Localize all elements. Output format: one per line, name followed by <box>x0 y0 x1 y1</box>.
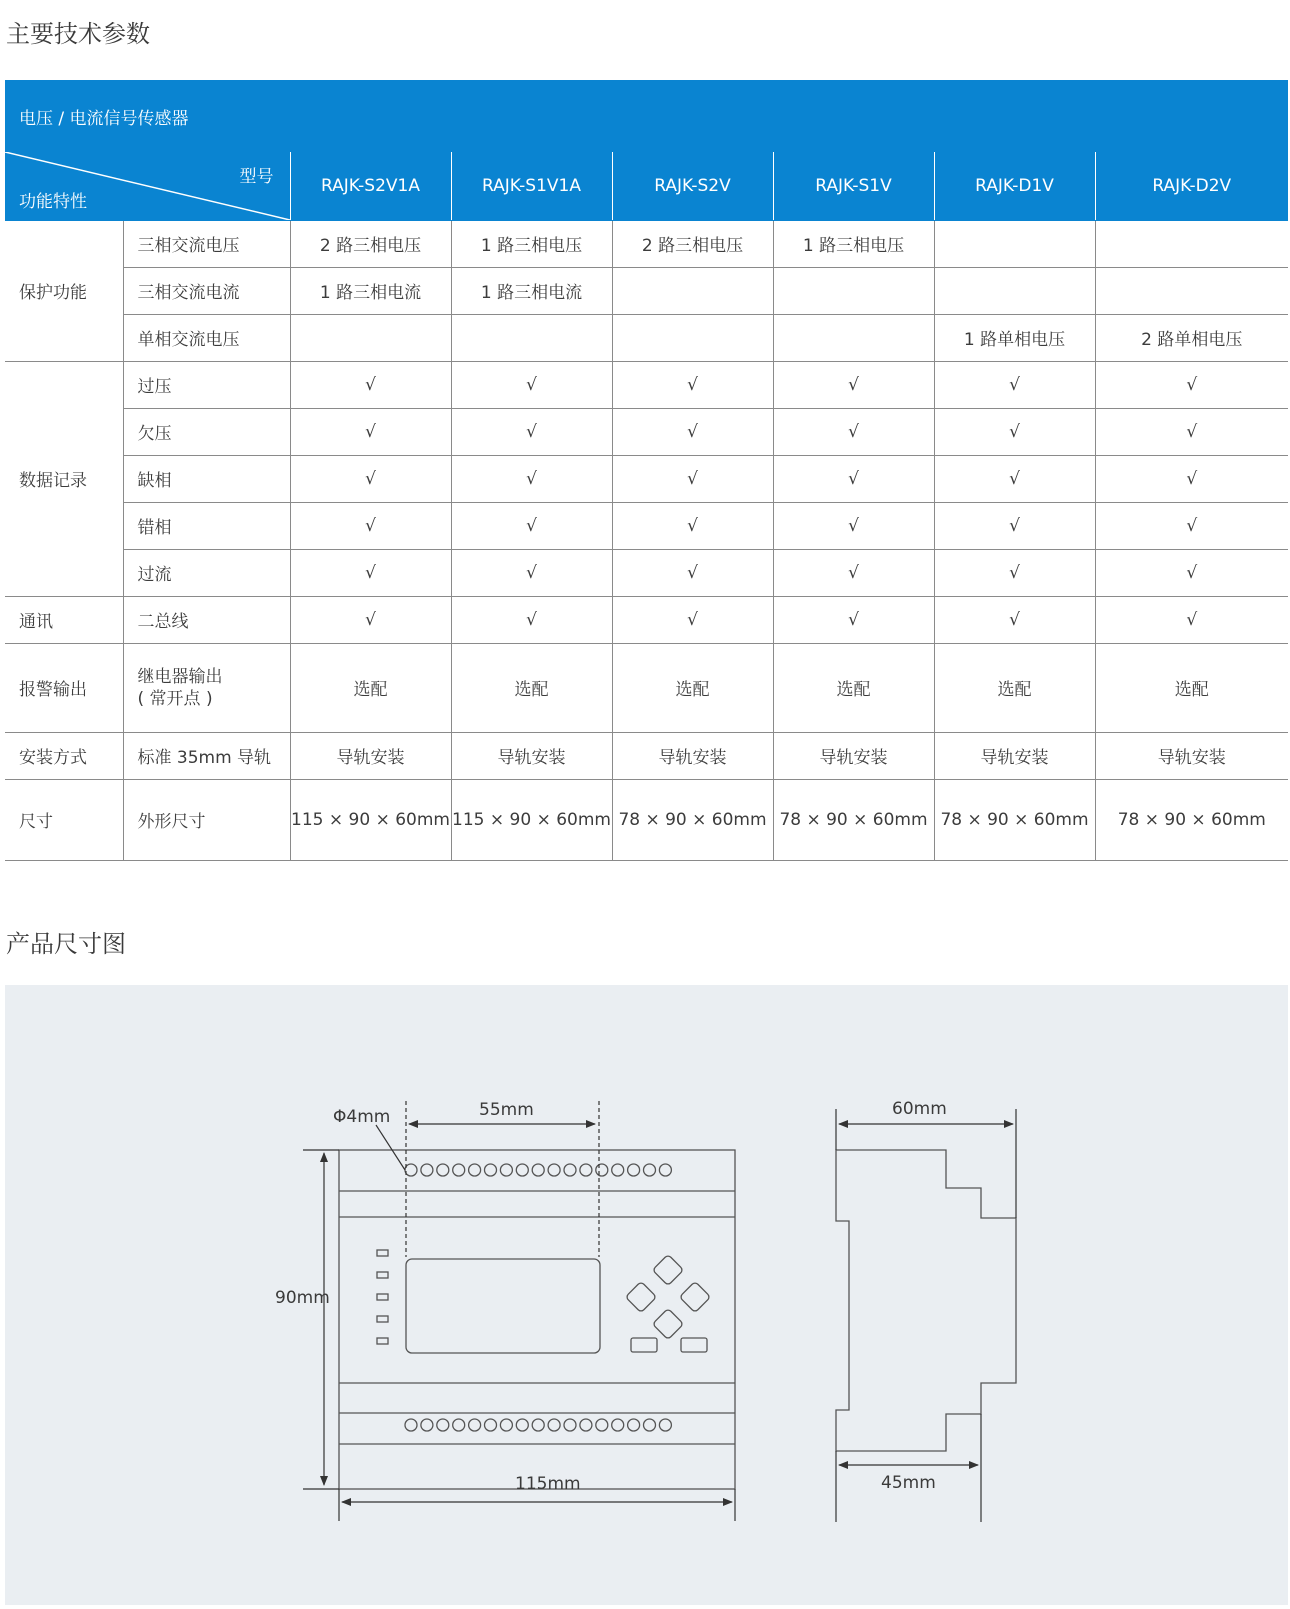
hole-diameter-label: Φ4mm <box>333 1107 391 1127</box>
table-cell: 选配 <box>290 643 451 732</box>
table-cell: 导轨安装 <box>451 732 612 779</box>
feature-label-line1: 继电器输出 <box>137 666 223 687</box>
terminal-hole <box>500 1419 512 1431</box>
model-header: RAJK-S1V <box>773 152 934 220</box>
terminal-hole <box>596 1164 608 1176</box>
table-cell: 1 路三相电压 <box>451 220 612 267</box>
check-mark: √ <box>612 361 773 408</box>
terminal-hole <box>580 1164 592 1176</box>
table-cell <box>934 220 1095 267</box>
check-mark: √ <box>1095 361 1288 408</box>
terminal-hole <box>485 1164 497 1176</box>
feature-label: 缺相 <box>123 455 290 502</box>
side-view-profile <box>836 1150 1016 1451</box>
table-cell: 选配 <box>451 643 612 732</box>
navigation-keypad <box>625 1254 710 1339</box>
group-label-alarm: 报警输出 <box>5 643 123 732</box>
corner-model-label: 型号 <box>239 167 274 187</box>
group-label-size: 尺寸 <box>5 779 123 860</box>
terminal-hole <box>532 1419 544 1431</box>
table-row <box>5 643 1288 732</box>
model-header: RAJK-S2V1A <box>290 152 451 220</box>
terminal-hole <box>421 1419 433 1431</box>
check-mark: √ <box>1095 408 1288 455</box>
table-cell: 78 × 90 × 60mm <box>934 779 1095 860</box>
front-body-outline <box>339 1150 735 1489</box>
terminal-hole <box>548 1419 560 1431</box>
check-mark: √ <box>934 502 1095 549</box>
depth-label: 60mm <box>892 1099 947 1119</box>
check-mark: √ <box>290 502 451 549</box>
terminal-hole <box>405 1164 417 1176</box>
section-title-specs: 主要技术参数 <box>6 20 150 48</box>
height-label: 90mm <box>275 1288 330 1308</box>
check-mark: √ <box>934 408 1095 455</box>
terminal-hole <box>437 1419 449 1431</box>
table-cell: 选配 <box>934 643 1095 732</box>
table-cell <box>1095 220 1288 267</box>
terminal-hole <box>516 1419 528 1431</box>
check-mark: √ <box>451 549 612 596</box>
function-key-left <box>631 1338 657 1352</box>
feature-label: 过压 <box>123 361 290 408</box>
check-mark: √ <box>773 455 934 502</box>
check-mark: √ <box>934 361 1095 408</box>
table-cell: 选配 <box>612 643 773 732</box>
terminal-hole <box>548 1164 560 1176</box>
feature-label <box>123 643 290 732</box>
check-mark: √ <box>934 596 1095 643</box>
check-mark: √ <box>290 455 451 502</box>
terminal-hole <box>453 1164 465 1176</box>
table-cell: 导轨安装 <box>290 732 451 779</box>
feature-label: 二总线 <box>123 596 290 643</box>
table-row <box>5 779 1288 860</box>
terminal-hole <box>453 1419 465 1431</box>
check-mark: √ <box>773 549 934 596</box>
terminal-hole <box>437 1164 449 1176</box>
table-row <box>5 732 1288 779</box>
table-cell <box>451 314 612 361</box>
check-mark: √ <box>451 596 612 643</box>
table-row <box>5 596 1288 643</box>
section-title-dimensions: 产品尺寸图 <box>6 930 126 958</box>
table-row <box>5 314 1288 361</box>
check-mark: √ <box>451 455 612 502</box>
table-cell: 1 路三相电压 <box>773 220 934 267</box>
side-dimension-lines <box>836 1109 1016 1522</box>
bottom-terminal-row <box>405 1419 671 1431</box>
check-mark: √ <box>612 502 773 549</box>
led-indicator <box>377 1338 388 1344</box>
terminal-hole <box>612 1164 624 1176</box>
terminal-hole <box>659 1164 671 1176</box>
check-mark: √ <box>773 596 934 643</box>
front-view <box>339 1150 735 1489</box>
table-cell <box>934 267 1095 314</box>
check-mark: √ <box>773 502 934 549</box>
lcd-display <box>406 1259 600 1353</box>
check-mark: √ <box>451 502 612 549</box>
width-label: 115mm <box>515 1474 581 1494</box>
table-cell <box>773 267 934 314</box>
table-cell: 78 × 90 × 60mm <box>612 779 773 860</box>
led-indicator <box>377 1294 388 1300</box>
table-cell: 导轨安装 <box>1095 732 1288 779</box>
terminal-hole <box>532 1164 544 1176</box>
terminal-hole <box>469 1164 481 1176</box>
check-mark: √ <box>451 408 612 455</box>
table-banner: 电压 / 电流信号传感器 <box>5 80 1288 152</box>
check-mark: √ <box>290 408 451 455</box>
terminal-hole <box>485 1419 497 1431</box>
table-cell: 115 × 90 × 60mm <box>451 779 612 860</box>
check-mark: √ <box>1095 596 1288 643</box>
feature-label: 错相 <box>123 502 290 549</box>
check-mark: √ <box>290 361 451 408</box>
terminal-hole <box>580 1419 592 1431</box>
table-cell: 导轨安装 <box>773 732 934 779</box>
check-mark: √ <box>612 596 773 643</box>
group-label-protection: 保护功能 <box>5 220 123 361</box>
table-cell: 导轨安装 <box>612 732 773 779</box>
led-indicators <box>377 1250 388 1344</box>
check-mark: √ <box>1095 502 1288 549</box>
table-cell: 选配 <box>1095 643 1288 732</box>
hole-spacing-label: 55mm <box>479 1100 534 1120</box>
table-cell <box>612 314 773 361</box>
function-key-right <box>681 1338 707 1352</box>
terminal-hole <box>500 1164 512 1176</box>
feature-label: 标准 35mm 导轨 <box>123 732 290 779</box>
check-mark: √ <box>612 549 773 596</box>
table-cell: 选配 <box>773 643 934 732</box>
keypad-right-key <box>679 1281 710 1312</box>
check-mark: √ <box>1095 549 1288 596</box>
terminal-hole <box>564 1419 576 1431</box>
check-mark: √ <box>773 361 934 408</box>
terminal-hole <box>596 1419 608 1431</box>
table-cell: 1 路三相电流 <box>451 267 612 314</box>
check-mark: √ <box>290 596 451 643</box>
feature-label: 单相交流电压 <box>123 314 290 361</box>
terminal-hole <box>405 1419 417 1431</box>
terminal-hole <box>612 1419 624 1431</box>
feature-label: 欠压 <box>123 408 290 455</box>
table-cell: 2 路三相电压 <box>612 220 773 267</box>
table-cell <box>290 314 451 361</box>
check-mark: √ <box>934 455 1095 502</box>
table-cell: 78 × 90 × 60mm <box>773 779 934 860</box>
model-header: RAJK-S1V1A <box>451 152 612 220</box>
table-cell: 导轨安装 <box>934 732 1095 779</box>
table-row <box>5 361 1288 408</box>
led-indicator <box>377 1272 388 1278</box>
table-row <box>5 267 1288 314</box>
check-mark: √ <box>612 455 773 502</box>
keypad-down-key <box>652 1308 683 1339</box>
check-mark: √ <box>934 549 1095 596</box>
dimension-drawing <box>5 985 1288 1605</box>
table-row <box>5 455 1288 502</box>
table-row <box>5 502 1288 549</box>
check-mark: √ <box>451 361 612 408</box>
feature-label: 三相交流电流 <box>123 267 290 314</box>
terminal-hole <box>628 1419 640 1431</box>
table-cell: 1 路单相电压 <box>934 314 1095 361</box>
keypad-left-key <box>625 1281 656 1312</box>
group-label-install: 安装方式 <box>5 732 123 779</box>
terminal-hole <box>421 1164 433 1176</box>
model-header: RAJK-S2V <box>612 152 773 220</box>
terminal-hole <box>644 1164 656 1176</box>
terminal-hole <box>516 1164 528 1176</box>
table-cell <box>773 314 934 361</box>
rail-width-label: 45mm <box>881 1473 936 1493</box>
table-row <box>5 220 1288 267</box>
led-indicator <box>377 1250 388 1256</box>
corner-feature-label: 功能特性 <box>19 191 87 212</box>
terminal-hole <box>469 1419 481 1431</box>
table-cell: 2 路单相电压 <box>1095 314 1288 361</box>
terminal-hole <box>564 1164 576 1176</box>
feature-label: 过流 <box>123 549 290 596</box>
table-cell: 1 路三相电流 <box>290 267 451 314</box>
keypad-up-key <box>652 1254 683 1285</box>
table-row <box>5 408 1288 455</box>
led-indicator <box>377 1316 388 1322</box>
feature-label: 外形尺寸 <box>123 779 290 860</box>
table-row <box>5 549 1288 596</box>
check-mark: √ <box>1095 455 1288 502</box>
check-mark: √ <box>612 408 773 455</box>
model-header: RAJK-D1V <box>934 152 1095 220</box>
terminal-hole <box>644 1419 656 1431</box>
check-mark: √ <box>773 408 934 455</box>
terminal-hole <box>659 1419 671 1431</box>
table-cell <box>612 267 773 314</box>
check-mark: √ <box>290 549 451 596</box>
terminal-hole <box>628 1164 640 1176</box>
table-cell <box>1095 267 1288 314</box>
group-label-records: 数据记录 <box>5 361 123 596</box>
table-cell: 2 路三相电压 <box>290 220 451 267</box>
group-label-comm: 通讯 <box>5 596 123 643</box>
hole-leader-line <box>376 1125 405 1170</box>
model-header: RAJK-D2V <box>1095 152 1288 220</box>
spec-table <box>5 80 1288 861</box>
feature-label: 三相交流电压 <box>123 220 290 267</box>
dimension-drawing-panel <box>5 985 1288 1605</box>
table-corner-header <box>5 152 290 220</box>
top-terminal-row <box>405 1164 671 1176</box>
table-cell: 115 × 90 × 60mm <box>290 779 451 860</box>
feature-label-line2: ( 常开点 ) <box>137 688 213 709</box>
table-cell: 78 × 90 × 60mm <box>1095 779 1288 860</box>
